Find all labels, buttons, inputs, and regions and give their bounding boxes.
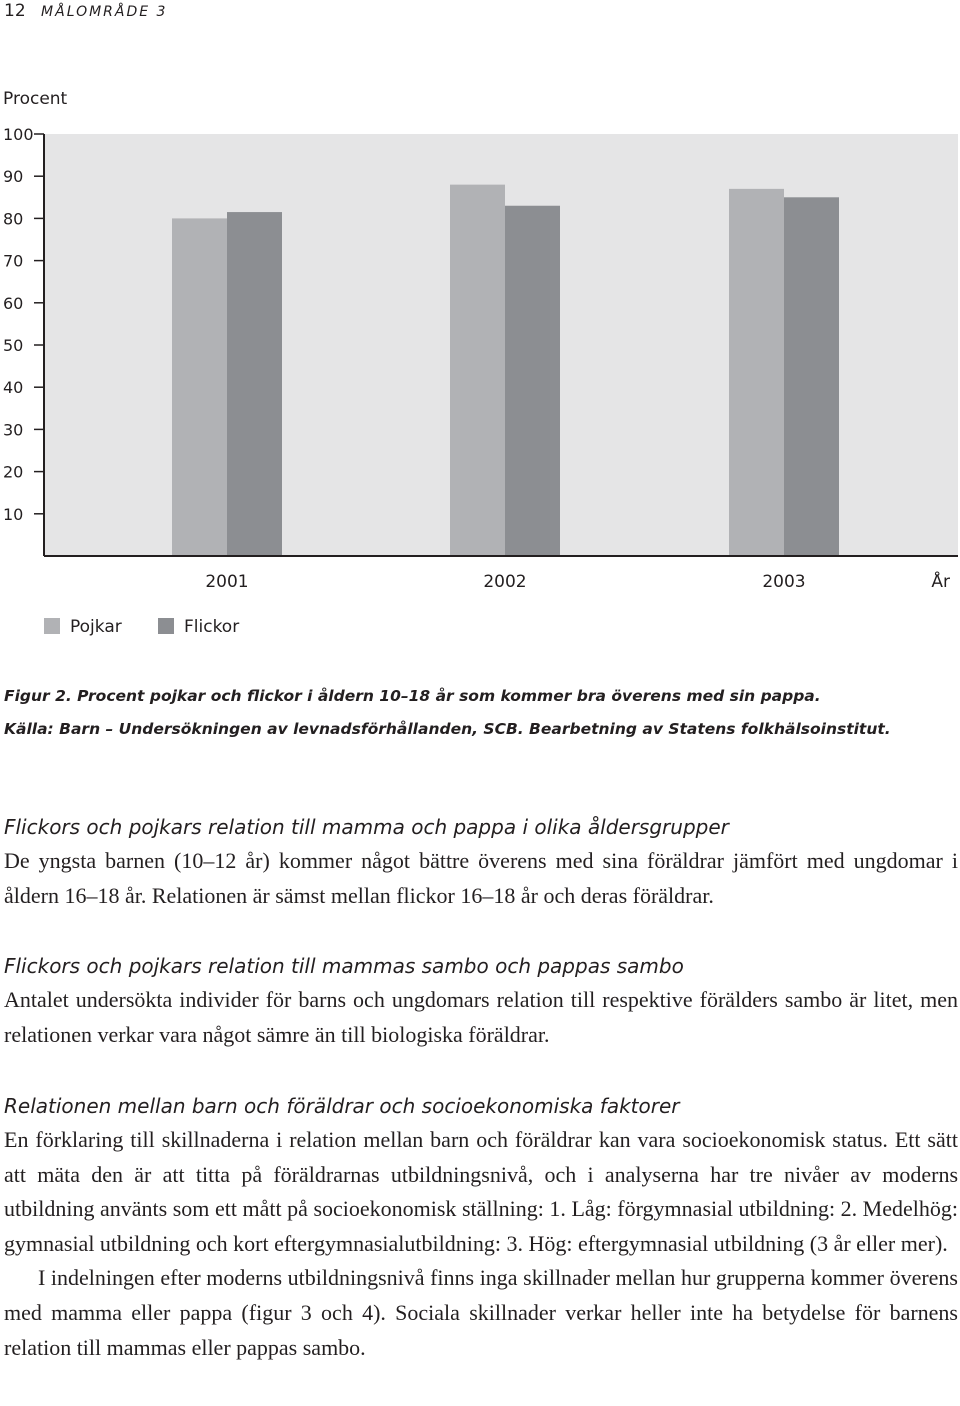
x-axis-label: År (931, 572, 950, 592)
section-paragraph: De yngsta barnen (10–12 år) kommer något bättre överens med sina föräldrar jämfört med ungdomar i åldern 16–18 år. Relationen är sämst mellan flickor 16–18 år och deras föräldrar. (4, 848, 958, 908)
section-step-parents (4, 949, 958, 1052)
bar-flickor-2002 (505, 206, 560, 556)
section-label: MÅLOMRÅDE 3 (41, 4, 168, 20)
legend-swatch (158, 618, 174, 634)
bar-pojkar-2003 (729, 189, 784, 556)
section-paragraph: I indelningen efter moderns utbildningsnivå finns inga skillnader mellan hur grupperna kommer överens med mamma eller pappa (figur 3 och 4). Sociala skillnader verkar heller inte ha betydelse för barnens relation till mammas eller pappas sambo. (4, 1265, 958, 1360)
y-tick-label: 70 (3, 251, 24, 271)
y-tick-label: 80 (3, 209, 24, 229)
bars (172, 185, 839, 556)
y-axis-label: Procent (3, 89, 68, 109)
y-tick-label: 10 (3, 504, 24, 524)
y-tick-label: 20 (3, 462, 24, 482)
bar-pojkar-2001 (172, 218, 227, 556)
legend-label: Pojkar (70, 617, 122, 637)
x-tick-label: 2002 (483, 572, 527, 592)
y-tick-label: 40 (3, 378, 24, 398)
figure-caption (4, 680, 954, 746)
caption-line-2: Källa: Barn – Undersökningen av levnadsförhållanden, SCB. Bearbetning av Statens folkhälsoinstitut. (4, 720, 891, 738)
page-header (4, 0, 167, 22)
y-tick-label: 100 (3, 125, 34, 144)
section-age-groups (4, 810, 958, 913)
y-ticks (3, 125, 44, 524)
section-paragraph: Antalet undersökta individer för barns och ungdomars relation till respektive förälders sambo är litet, men relationen verkar vara något sämre än till biologiska föräldrar. (4, 987, 958, 1047)
y-tick-label: 60 (3, 293, 24, 313)
bar-flickor-2001 (227, 212, 282, 556)
section-socioeconomic (4, 1089, 958, 1365)
bar-flickor-2003 (784, 197, 839, 556)
x-ticks (205, 572, 805, 592)
section-heading: Flickors och pojkars relation till mamma och pappa i olika åldersgrupper (4, 815, 729, 839)
legend-swatch (44, 618, 60, 634)
legend-label: Flickor (184, 617, 240, 637)
legend (44, 617, 239, 637)
caption-line-1: Figur 2. Procent pojkar och flickor i åldern 10–18 år som kommer bra överens med sin pappa. (4, 687, 821, 705)
bar-pojkar-2002 (450, 185, 505, 556)
x-tick-label: 2003 (762, 572, 806, 592)
page-number: 12 (4, 1, 26, 21)
y-tick-label: 90 (3, 167, 24, 187)
x-tick-label: 2001 (205, 572, 249, 592)
section-heading: Relationen mellan barn och föräldrar och socioekonomiska faktorer (4, 1094, 680, 1118)
y-tick-label: 50 (3, 336, 24, 355)
y-tick-label: 30 (3, 420, 24, 440)
bar-chart (0, 80, 960, 650)
section-paragraph: En förklaring till skillnaderna i relation mellan barn och föräldrar kan vara socioekonomisk status. Ett sätt att mäta den är att titta på föräldrarnas utbildningsnivå, och i analyserna har tre nivåer av moderns utbildning använts som ett mått på socioekonomisk ställning: 1. Låg: förgymnasial utbildning: 2. Medelhög: gymnasial utbildning och kort eftergymnasialutbildning: 3. Hög: eftergymnasial utbildning (3 år eller mer). (4, 1127, 958, 1256)
section-heading: Flickors och pojkars relation till mammas sambo och pappas sambo (4, 954, 684, 978)
